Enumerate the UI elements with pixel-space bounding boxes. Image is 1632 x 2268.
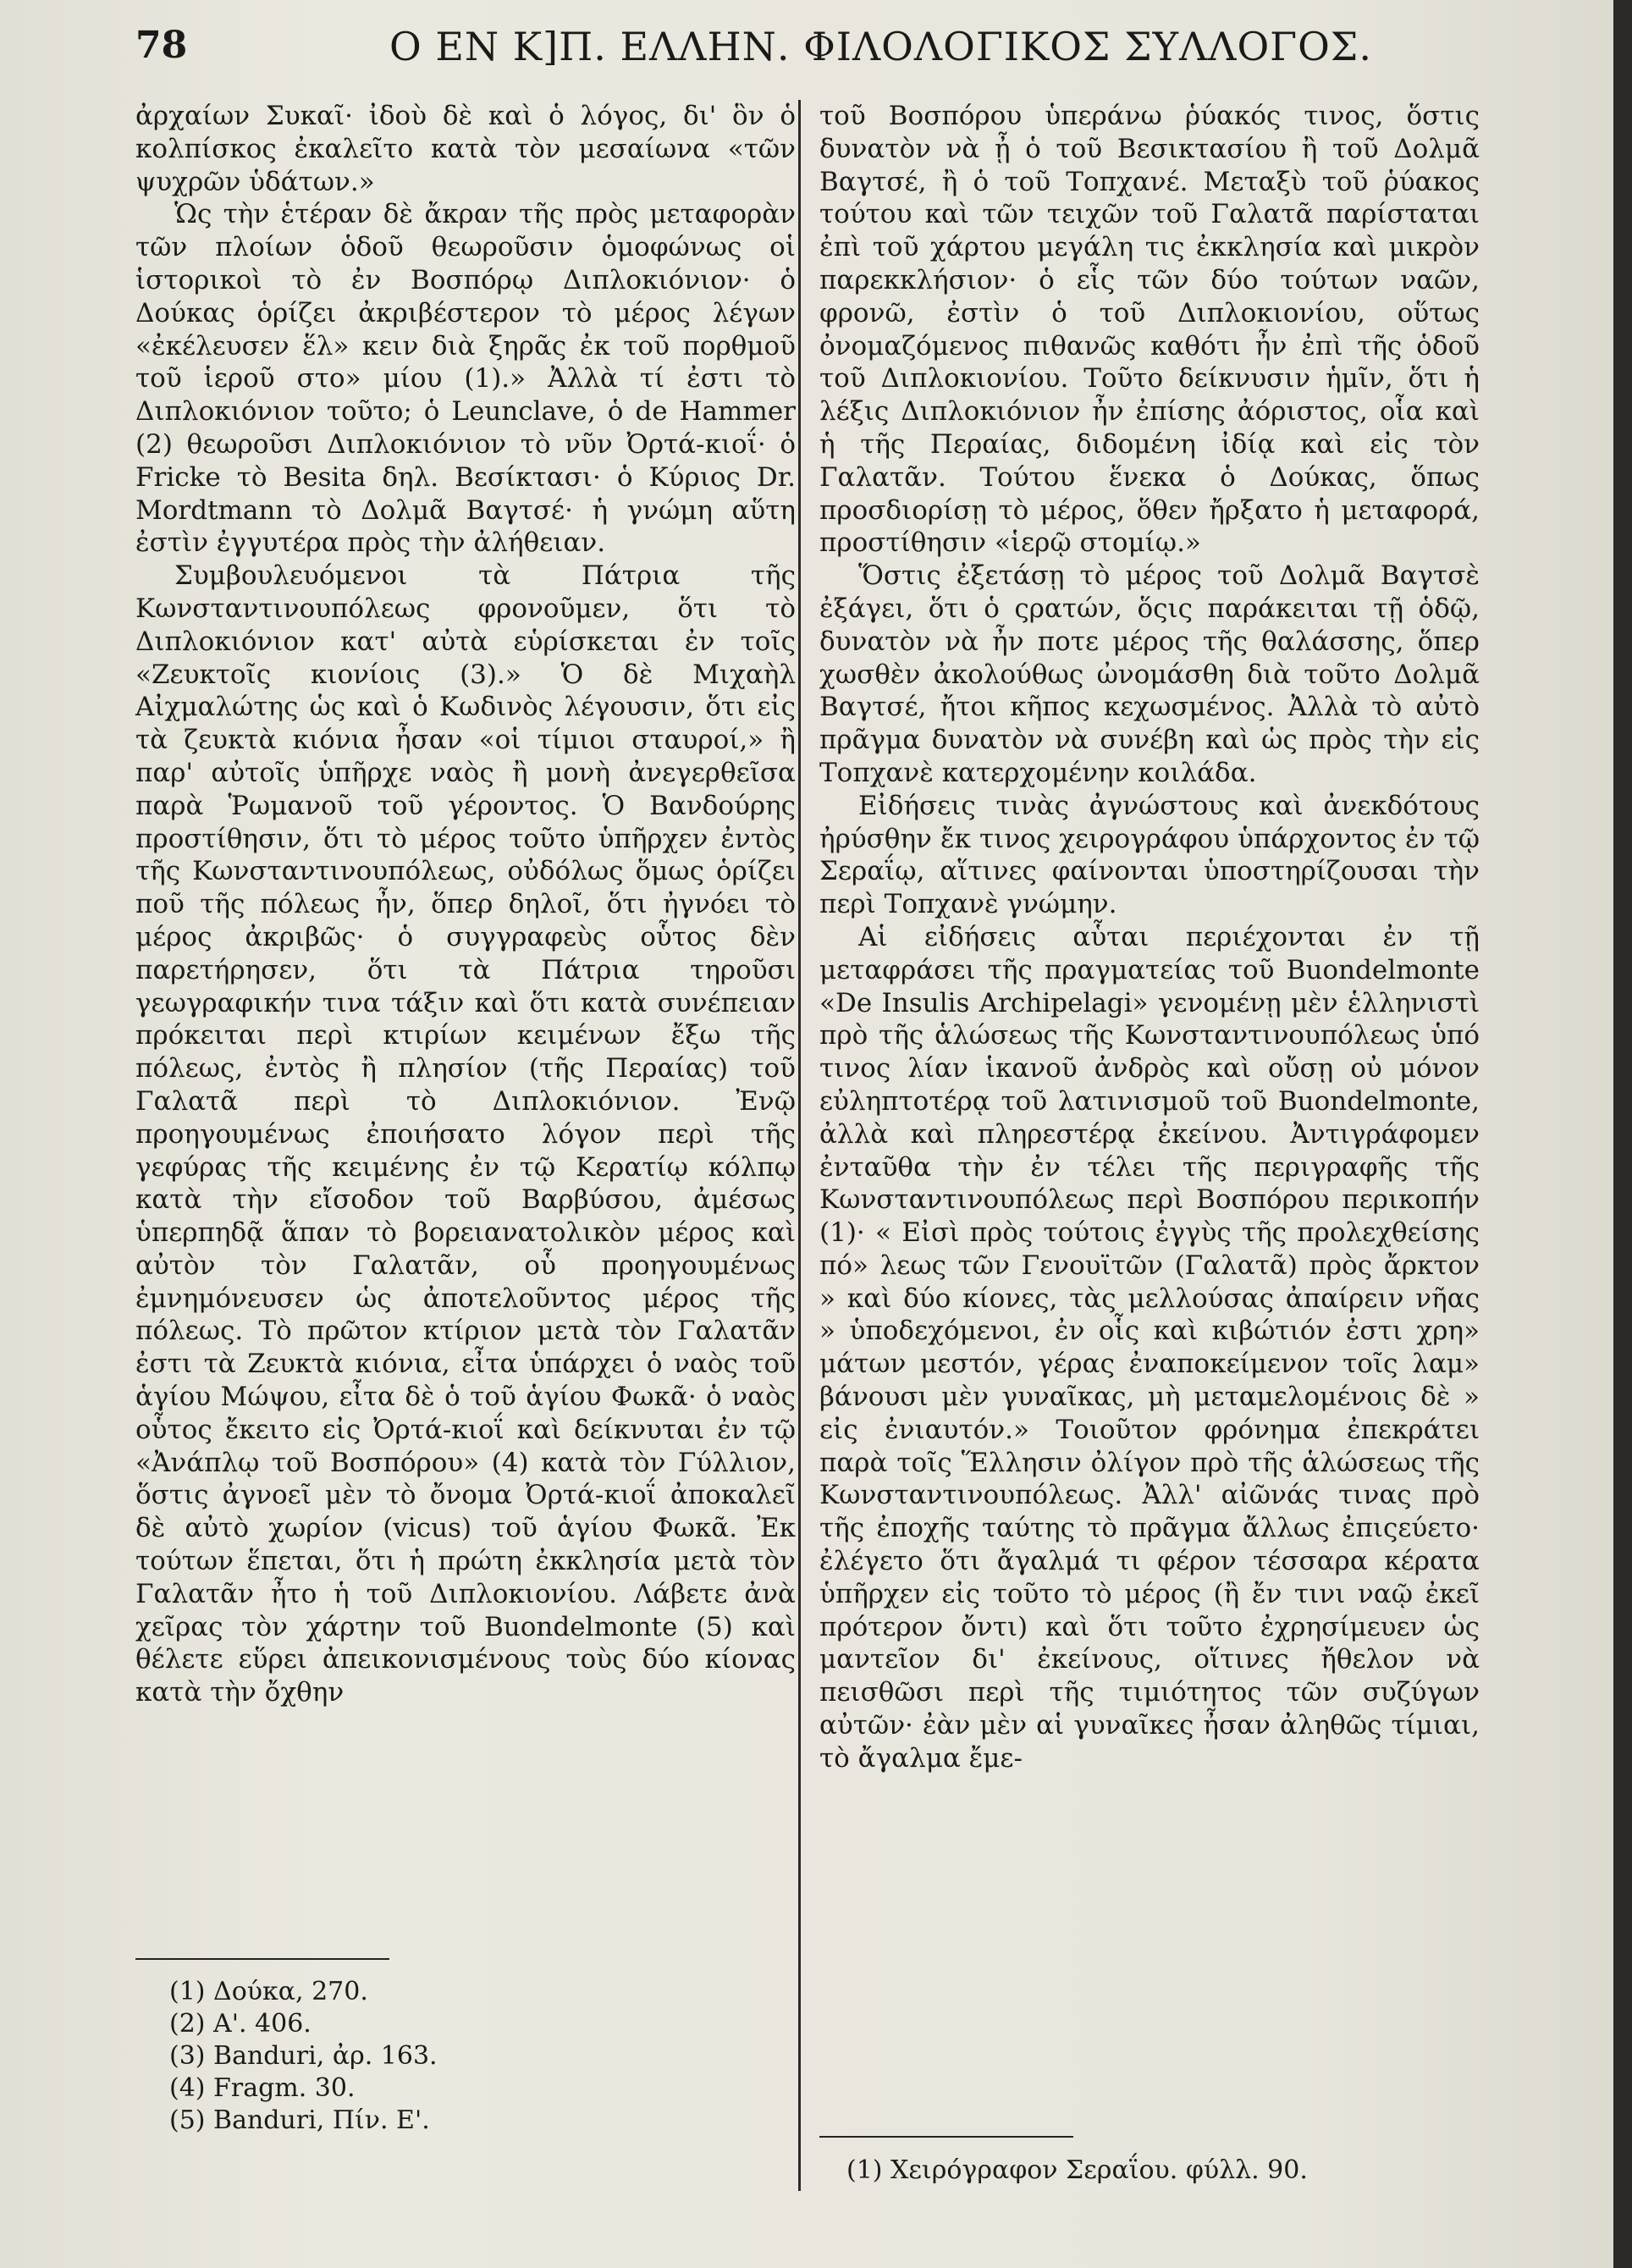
footnote-rule-right [819,2136,1073,2138]
left-paragraph-1: ἀρχαίων Συκαῖ· ἰδοὺ δὲ καὶ ὁ λόγος, δι' ὃν ὁ κολπίσκος ἐκαλεῖτο κατὰ τὸν μεσαίωνα «τῶν ψυχρῶν ὑδάτων.» [135,101,796,197]
footnote: (5) Banduri, Πίν. Ε'. [169,2105,430,2135]
column-divider [798,100,801,2191]
footnote: (2) Α'. 406. [169,2009,312,2039]
left-paragraph-3: Συμβουλευόμενοι τὰ Πάτρια τῆς Κωνσταντινουπόλεως φρονοῦμεν, ὅτι τὸ Διπλοκιόνιον κατ' αὐτὰ εὑρίσκεται ἐν τοῖς «Ζευκτοῖς κιονίοις (3).» Ὁ δὲ Μιχαὴλ Αἰχμαλώτης ὡς καὶ ὁ Κωδινὸς λέγουσιν, ὅτι εἰς τὰ ζευκτὰ κιόνια ἦσαν «οἱ τίμιοι σταυροί,» ἢ παρ' αὐτοῖς ὑπῆρχε ναὸς ἢ μονὴ ἀνεγερθεῖσα παρὰ Ῥωμανοῦ τοῦ γέροντος. Ὁ Βανδούρης προστίθησιν, ὅτι τὸ μέρος τοῦτο ὑπῆρχεν ἐντὸς τῆς Κωνσταντινουπόλεως, οὐδόλως ὅμως ὁρίζει ποῦ τῆς πόλεως ἦν, ὅπερ δηλοῖ, ὅτι ἠγνόει τὸ μέρος ἀκριβῶς· ὁ συγγραφεὺς οὗτος δὲν παρετήρησεν, ὅτι τὰ Πάτρια τηροῦσι γεωγραφικήν τινα τάξιν καὶ ὅτι κατὰ συνέπειαν πρόκειται περὶ κτιρίων κειμένων ἔξω τῆς πόλεως, ἐντὸς ἢ πλησίον (τῆς Περαίας) τοῦ Γαλατᾶ περὶ τὸ Διπλοκιόνιον. Ἐνῷ προηγουμένως ἐποιήσατο λόγον περὶ τῆς γεφύρας τῆς κειμένης ἐν τῷ Κερατίῳ κόλπῳ κατὰ τὴν εἴσοδον τοῦ Βαρβύσου, ἀμέσως ὑπερπηδᾷ ἅπαν τὸ βορειανατολικὸν μέρος καὶ αὐτὸν τὸν Γαλατᾶν, οὗ προηγουμένως ἐμνημόνευσεν ὡς ἀποτελοῦντος μέρος τῆς πόλεως. Τὸ πρῶτον κτίριον μετὰ τὸν Γαλατᾶν ἐστι τὰ Ζευκτὰ κιόνια, εἶτα ὑπάρχει ὁ ναὸς τοῦ ἁγίου Μώψου, εἶτα δὲ ὁ τοῦ ἁγίου Φωκᾶ· ὁ ναὸς οὗτος ἔκειτο εἰς Ὀρτά-κιοΐ καὶ δείκνυται ἐν τῷ «Ἀνάπλῳ τοῦ Βοσπόρου» (4) κατὰ τὸν Γύλλιον, ὅστις ἀγνοεῖ μὲν τὸ ὄνομα Ὀρτά-κιοΐ ἀποκαλεῖ δὲ αὐτὸ χωρίον (vicus) τοῦ ἁγίου Φωκᾶ. Ἐκ τούτων ἕπεται, ὅτι ἡ πρώτη ἐκκλησία μετὰ τὸν Γαλατᾶν ἦτο ἡ τοῦ Διπλοκιονίου. Λάβετε ἀνὰ χεῖρας τὸν χάρτην τοῦ Buondelmonte (5) καὶ θέλετε εὕρει ἀπεικονισμένους τοὺς δύο κίονας κατὰ τὴν ὄχθην [135,560,796,1708]
footnote: (4) Fragm. 30. [169,2073,356,2103]
right-column [819,100,1480,1775]
right-paragraph-3: Εἰδήσεις τινὰς ἀγνώστους καὶ ἀνεκδότους ἠρύσθην ἔκ τινος χειρογράφου ὑπάρχοντος ἐν τῷ Σεραΐῳ, αἵτινες φαίνονται ὑποστηρίζουσαι τὴν περὶ Τοπχανὲ γνώμην. [819,790,1480,920]
scan-edge [1613,0,1632,2268]
page-number: 78 [135,24,188,67]
footnote: (3) Banduri, ἀρ. 163. [169,2041,438,2071]
footnotes-left [169,1976,762,2137]
right-paragraph-1: τοῦ Βοσπόρου ὑπεράνω ῥύακός τινος, ὅστις δυνατὸν νὰ ᾖ ὁ τοῦ Βεσικτασίου ἢ τοῦ Δολμᾶ Βαγτσέ, ἢ ὁ τοῦ Τοπχανέ. Μεταξὺ τοῦ ῥύακος τούτου καὶ τῶν τειχῶν τοῦ Γαλατᾶ παρίσταται ἐπὶ τοῦ χάρτου μεγάλη τις ἐκκλησία καὶ μικρὸν παρεκκλήσιον· ὁ εἷς τῶν δύο τούτων ναῶν, φρονῶ, ἐστὶν ὁ τοῦ Διπλοκιονίου, οὕτως ὀνομαζόμενος πιθανῶς καθότι ἦν ἐπὶ τῆς ὁδοῦ τοῦ Διπλοκιονίου. Τοῦτο δείκνυσιν ἡμῖν, ὅτι ἡ λέξις Διπλοκιόνιον ἦν ἐπίσης ἀόριστος, οἷα καὶ ἡ τῆς Περαίας, διδομένη ἰδίᾳ καὶ εἰς τὸν Γαλατᾶν. Τούτου ἕνεκα ὁ Δούκας, ὅπως προσδιορίσῃ τὸ μέρος, ὅθεν ἤρξατο ἡ μεταφορά, προστίθησιν «ἱερῷ στομίῳ.» [819,101,1480,559]
page-header [135,24,1574,83]
running-head: Ο ΕΝ Κ]Π. ΕΛΛΗΝ. ΦΙΛΟΛΟΓΙΚΟΣ ΣΥΛΛΟΓΟΣ. [389,24,1372,69]
right-paragraph-4: Αἱ εἰδήσεις αὗται περιέχονται ἐν τῇ μεταφράσει τῆς πραγματείας τοῦ Buondelmonte «De Insulis Archipelagi» γενομένῃ μὲν ἑλληνιστὶ πρὸ τῆς ἁλώσεως τῆς Κωνσταντινουπόλεως ὑπό τινος λίαν ἱκανοῦ ἀνδρὸς καὶ οὔσῃ οὐ μόνον εὐληπτοτέρᾳ τοῦ λατινισμοῦ τοῦ Buondelmonte, ἀλλὰ καὶ πληρεστέρᾳ ἐκείνου. Ἀντιγράφομεν ἐνταῦθα τὴν ἐν τέλει τῆς περιγραφῆς τῆς Κωνσταντινουπόλεως περὶ Βοσπόρου περικοπήν (1)· « Εἰσὶ πρὸς τούτοις ἐγγὺς τῆς προλεχθείσης πό» λεως τῶν Γενουϊτῶν (Γαλατᾶ) πρὸς ἄρκτον » καὶ δύο κίονες, τὰς μελλούσας ἀπαίρειν νῆας » ὑποδεχόμενοι, ἐν οἷς καὶ κιβώτιόν ἐστι χρη» μάτων μεστόν, γέρας ἐναποκείμενον τοῖς λαμ» βάνουσι μὲν γυναῖκας, μὴ μεταμελομένοις δὲ » εἰς ἐνιαυτόν.» Τοιοῦτον φρόνημα ἐπεκράτει παρὰ τοῖς Ἕλλησιν ὀλίγον πρὸ τῆς ἁλώσεως τῆς Κωνσταντινουπόλεως. Ἀλλ' αἰῶνάς τινας πρὸ τῆς ἐποχῆς ταύτης τὸ πρᾶγμα ἄλλως ἐπιςεύετο· ἐλέγετο ὅτι ἄγαλμά τι φέρον τέσσαρα κέρατα ὑπῆρχεν εἰς τοῦτο τὸ μέρος (ἢ ἔν τινι ναῷ ἐκεῖ πρότερον ὄντι) καὶ ὅτι τοῦτο ἐχρησίμευεν ὡς μαντεῖον δι' ἐκείνους, οἵτινες ἤθελον νὰ πεισθῶσι περὶ τῆς τιμιότητος τῶν συζύγων αὐτῶν· ἐὰν μὲν αἱ γυναῖκες ἦσαν ἀληθῶς τίμιαι, τὸ ἄγαλμα ἔμε- [819,921,1480,1774]
left-paragraph-2: Ὡς τὴν ἑτέραν δὲ ἄκραν τῆς πρὸς μεταφορὰν τῶν πλοίων ὁδοῦ θεωροῦσιν ὁμοφώνως οἱ ἱστορικοὶ τὸ ἐν Βοσπόρῳ Διπλοκιόνιον· ὁ Δούκας ὁρίζει ἀκριβέστερον τὸ μέρος λέγων «ἐκέλευσεν ἕλ» κειν διὰ ξηρᾶς ἐκ τοῦ πορθμοῦ τοῦ ἱεροῦ στο» μίου (1).» Ἀλλὰ τί ἐστι τὸ Διπλοκιόνιον τοῦτο; ὁ Leunclave, ὁ de Hammer (2) θεωροῦσι Διπλοκιόνιον τὸ νῦν Ὀρτά-κιοΐ· ὁ Fricke τὸ Besita δηλ. Βεσίκτασι· ὁ Κύριος Dr. Mordtmann τὸ Δολμᾶ Βαγτσέ· ἡ γνώμη αὕτη ἐστὶν ἐγγυτέρα πρὸς τὴν ἀλήθειαν. [135,199,796,559]
footnotes-right [846,2155,1473,2187]
footnote-rule-left [135,1958,389,1960]
footnote: (1) Δούκα, 270. [169,1977,368,2006]
left-column [135,100,796,1709]
footnote: (1) Χειρόγραφον Σεραΐου. φύλλ. 90. [846,2155,1308,2185]
right-paragraph-2: Ὅστις ἐξετάσῃ τὸ μέρος τοῦ Δολμᾶ Βαγτσὲ ἐξάγει, ὅτι ὁ ςρατών, ὅςις παράκειται τῇ ὁδῷ, δυνατὸν νὰ ἦν ποτε μέρος τῆς θαλάσσης, ὅπερ χωσθὲν ἀκολούθως ὠνομάσθη διὰ τοῦτο Δολμᾶ Βαγτσέ, ἤτοι κῆπος κεχωσμένος. Ἀλλὰ τὸ αὐτὸ πρᾶγμα δυνατὸν νὰ συνέβη καὶ ὡς πρὸς τὴν εἰς Τοπχανὲ κατερχομένην κοιλάδα. [819,560,1480,788]
